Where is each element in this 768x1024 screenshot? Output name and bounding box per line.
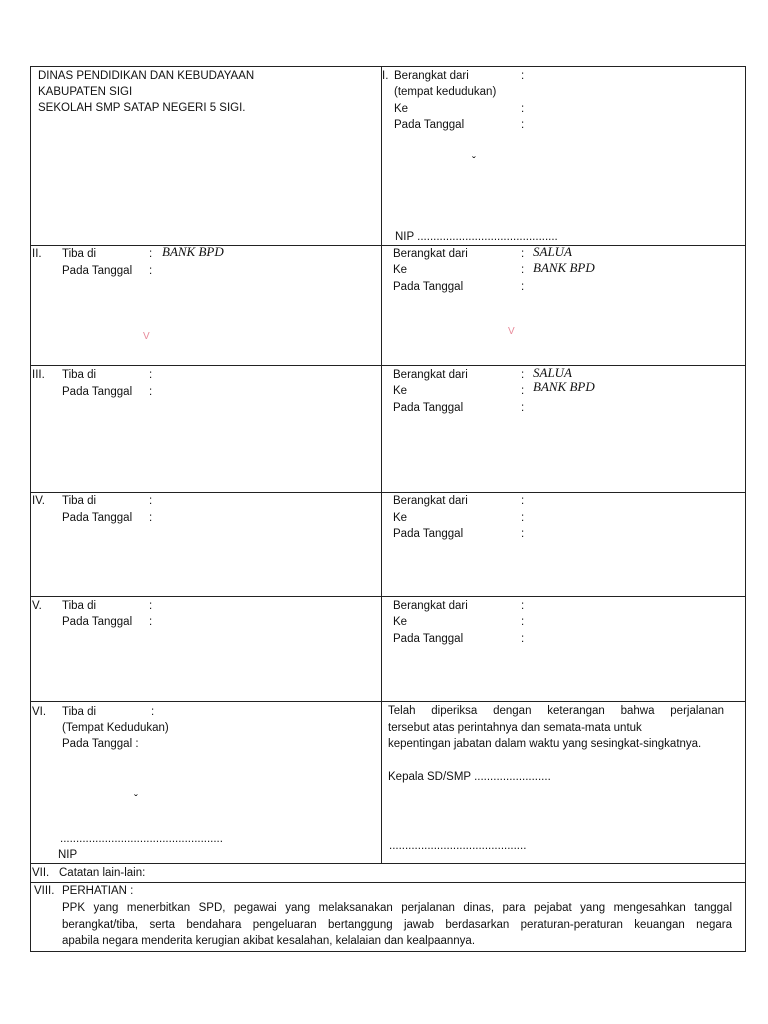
- section-2-depart-colon: :: [521, 248, 525, 260]
- section-5-right-date-label: Pada Tanggal: [393, 633, 464, 645]
- section-6-signature-line: ...................................................: [60, 833, 223, 845]
- section-3-date-label: Pada Tanggal: [62, 386, 133, 398]
- section-2-date-label: Pada Tanggal: [62, 265, 133, 277]
- column-divider: [381, 67, 382, 864]
- row-line-1: [31, 245, 745, 246]
- section-3-to-label: Ke: [393, 385, 408, 397]
- section-2-arrive-colon: :: [149, 248, 153, 260]
- section-2-arrive-label: Tiba di: [62, 248, 97, 260]
- statement-line-3: kepentingan jabatan dalam waktu yang sesingkat-singkatnya.: [388, 738, 702, 750]
- section-5-depart-label: Berangkat dari: [393, 600, 468, 612]
- section-1-number: I.: [382, 70, 389, 82]
- section-6-check-mark: ˇ: [134, 794, 138, 806]
- section-4-date-label: Pada Tanggal: [62, 512, 133, 524]
- section-6-number: VI.: [32, 706, 47, 718]
- section-1-depart-colon: :: [521, 70, 525, 82]
- row-line-4: [31, 596, 745, 597]
- section-4-depart-label: Berangkat dari: [393, 495, 468, 507]
- row-line-2: [31, 365, 745, 366]
- section-3-number: III.: [32, 369, 45, 381]
- row-line-3: [31, 492, 745, 493]
- section-5-to-label: Ke: [393, 616, 408, 628]
- notice-line-2: berangkat/tiba, serta bendahara pengeluaran bertanggung jawab berdasarkan peraturan-peraturan keuangan negara: [62, 918, 732, 931]
- section-5-date-label: Pada Tanggal: [62, 616, 133, 628]
- section-2-depart-label: Berangkat dari: [393, 248, 468, 260]
- section-1-depart-label: Berangkat dari: [394, 70, 469, 82]
- section-2-check-mark-right: V: [508, 326, 515, 337]
- section-4-right-date-label: Pada Tanggal: [393, 528, 464, 540]
- section-6-arrive-colon: :: [151, 706, 155, 718]
- row-line-7: [31, 882, 745, 883]
- notice-line-1: PPK yang menerbitkan SPD, pegawai yang melaksanakan perjalanan dinas, para pejabat yang mengesahkan tanggal: [62, 902, 732, 914]
- section-8-label: PERHATIAN :: [62, 885, 134, 897]
- section-7-label: Catatan lain-lain:: [59, 867, 146, 879]
- section-3-depart-label: Berangkat dari: [393, 369, 468, 381]
- row-line-6: [31, 863, 745, 864]
- section-6-arrive-label: Tiba di: [62, 706, 97, 718]
- section-1-check-mark: ˇ: [472, 156, 476, 168]
- section-4-date-colon: :: [149, 512, 153, 524]
- section-2-arrive-value: BANK BPD: [162, 244, 224, 259]
- section-5-arrive-colon: :: [149, 600, 153, 612]
- section-2-right-date-label: Pada Tanggal: [393, 281, 464, 293]
- section-2-depart-value: SALUA: [533, 244, 572, 259]
- section-3-date-colon: :: [149, 386, 153, 398]
- section-6-right-signature-line: ...........................................: [389, 840, 527, 852]
- school-name: SEKOLAH SMP SATAP NEGERI 5 SIGI.: [38, 102, 246, 114]
- section-4-arrive-colon: :: [149, 495, 153, 507]
- statement-line-1: Telah diperiksa dengan keterangan bahwa perjalanan: [388, 705, 724, 717]
- section-3-to-value: BANK BPD: [533, 379, 595, 394]
- section-7-number: VII.: [32, 867, 50, 879]
- section-6-statement: [388, 703, 724, 753]
- section-3-arrive-label: Tiba di: [62, 369, 97, 381]
- section-6-arrive-sublabel: (Tempat Kedudukan): [62, 722, 169, 734]
- section-4-right-date-colon: :: [521, 528, 525, 540]
- section-3-arrive-colon: :: [149, 369, 153, 381]
- section-1-nip: NIP ............................................: [395, 231, 558, 243]
- section-4-arrive-label: Tiba di: [62, 495, 97, 507]
- section-2-date-colon: :: [149, 265, 153, 277]
- section-5-to-colon: :: [521, 616, 525, 628]
- section-5-depart-colon: :: [521, 600, 525, 612]
- section-3-right-date-label: Pada Tanggal: [393, 402, 464, 414]
- section-1-date-label: Pada Tanggal: [394, 119, 465, 131]
- section-2-check-mark-left: V: [143, 331, 150, 342]
- section-2-number: II.: [32, 248, 42, 260]
- section-4-number: IV.: [32, 495, 46, 507]
- section-4-to-label: Ke: [393, 512, 408, 524]
- section-8-number: VIII.: [34, 885, 55, 897]
- statement-line-2: tersebut atas perintahnya dan semata-mata untuk: [388, 721, 642, 734]
- section-3-depart-colon: :: [521, 369, 525, 381]
- section-5-date-colon: :: [149, 616, 153, 628]
- section-1-date-colon: :: [521, 119, 525, 131]
- spd-form: [30, 66, 746, 952]
- notice-line-3: apabila negara menderita kerugian akibat kesalahan, kelalaian dan kealpaannya.: [62, 935, 476, 947]
- section-8-text: [62, 900, 732, 950]
- section-6-head-of-school: Kepala SD/SMP ........................: [388, 771, 551, 783]
- section-2-to-label: Ke: [393, 264, 408, 276]
- section-3-depart-value: SALUA: [533, 365, 572, 380]
- section-5-right-date-colon: :: [521, 633, 525, 645]
- section-4-to-colon: :: [521, 512, 525, 524]
- section-6-date-label: Pada Tanggal :: [62, 738, 139, 750]
- section-1-to-colon: :: [521, 103, 525, 115]
- section-2-to-value: BANK BPD: [533, 260, 595, 275]
- section-2-right-date-colon: :: [521, 281, 525, 293]
- regency-name: KABUPATEN SIGI: [38, 86, 133, 98]
- section-5-number: V.: [32, 600, 42, 612]
- section-2-to-colon: :: [521, 264, 525, 276]
- agency-name: DINAS PENDIDIKAN DAN KEBUDAYAAN: [38, 70, 255, 82]
- row-line-5: [31, 701, 745, 702]
- section-1-to-label: Ke: [394, 103, 409, 115]
- section-1-depart-sublabel: (tempat kedudukan): [394, 86, 497, 98]
- section-4-depart-colon: :: [521, 495, 525, 507]
- section-3-right-date-colon: :: [521, 402, 525, 414]
- section-5-arrive-label: Tiba di: [62, 600, 97, 612]
- section-6-nip: NIP: [58, 849, 78, 861]
- section-3-to-colon: :: [521, 385, 525, 397]
